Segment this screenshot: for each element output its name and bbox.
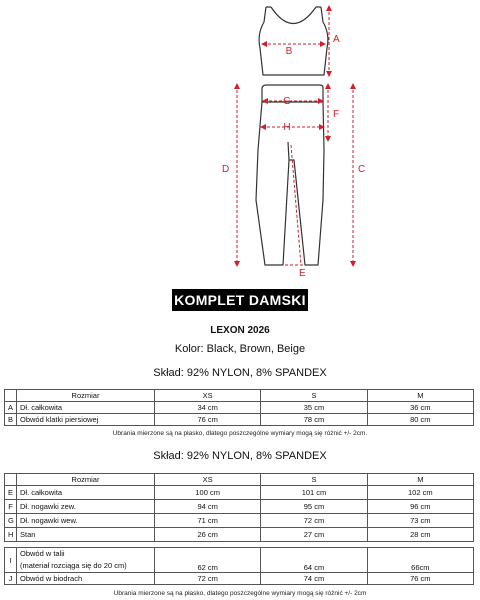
value-xs: 26 cm	[155, 528, 261, 542]
table-row	[5, 486, 474, 500]
dim-label-h: H	[283, 122, 291, 133]
value-m: 96 cm	[367, 500, 473, 514]
size-xs: XS	[155, 474, 261, 486]
value-s: 78 cm	[261, 414, 367, 426]
row-name: Dł. nogawki zew.	[17, 500, 155, 514]
value-m: 36 cm	[367, 402, 473, 414]
table-row	[5, 500, 474, 514]
table-row	[5, 573, 474, 585]
dim-label-a: A	[333, 34, 340, 45]
row-name: Dł. całkowita	[17, 486, 155, 500]
row-letter: A	[5, 402, 17, 414]
size-table-bottom	[4, 473, 474, 585]
dim-label-f: F	[333, 109, 340, 120]
value-m: 28 cm	[367, 528, 473, 542]
dim-label-d: D	[222, 164, 230, 175]
composition-top: Skład: 92% NYLON, 8% SPANDEX	[153, 367, 327, 379]
value-s: 95 cm	[261, 500, 367, 514]
size-header-label: Rozmiar	[17, 474, 155, 486]
value-s: 72 cm	[261, 514, 367, 528]
value-s: 27 cm	[261, 528, 367, 542]
size-xs: XS	[155, 390, 261, 402]
table-row	[5, 414, 474, 426]
dim-label-b: B	[285, 46, 293, 57]
value-xs: 94 cm	[155, 500, 261, 514]
leggings-outline	[256, 85, 324, 265]
value-s: 74 cm	[261, 573, 367, 585]
measure-lines	[237, 7, 353, 265]
row-letter: J	[5, 573, 17, 585]
row-letter: E	[5, 486, 17, 500]
row-letter: G	[5, 514, 17, 528]
dim-label-e: E	[299, 268, 306, 279]
measure-note-top: Ubrania mierzone są na płasko, dlatego poszczególne wymiary mogą się różnić +/- 2cm.	[112, 430, 368, 437]
row-name-line2: (materiał rozciąga się do 20 cm)	[20, 561, 127, 570]
value-s: 101 cm	[261, 486, 367, 500]
table-row	[5, 528, 474, 542]
value-xs: 62 cm	[155, 548, 261, 573]
value-xs: 76 cm	[155, 414, 261, 426]
size-m: M	[367, 474, 473, 486]
value-m: 102 cm	[367, 486, 473, 500]
table-row	[5, 514, 474, 528]
corner-cell	[5, 390, 17, 402]
size-header-label: Rozmiar	[17, 390, 155, 402]
table-row	[5, 402, 474, 414]
value-m: 73 cm	[367, 514, 473, 528]
table-header	[5, 390, 474, 402]
garment-sketch	[0, 0, 480, 280]
row-letter: F	[5, 500, 17, 514]
row-name: Obwód w biodrach	[17, 573, 155, 585]
row-name	[17, 548, 155, 573]
value-m: 80 cm	[367, 414, 473, 426]
row-name: Dł. całkowita	[17, 402, 155, 414]
product-title: KOMPLET DAMSKI	[172, 289, 308, 311]
size-s: S	[261, 474, 367, 486]
table-row	[5, 548, 474, 573]
value-xs: 100 cm	[155, 486, 261, 500]
value-s: 35 cm	[261, 402, 367, 414]
corner-cell	[5, 474, 17, 486]
value-xs: 72 cm	[155, 573, 261, 585]
row-letter: I	[5, 548, 17, 573]
colors-line: Kolor: Black, Brown, Beige	[174, 343, 306, 355]
table-header	[5, 474, 474, 486]
garment-diagram	[0, 0, 480, 280]
value-xs: 71 cm	[155, 514, 261, 528]
row-name-line1: Obwód w talii	[20, 549, 65, 558]
value-m: 76 cm	[367, 573, 473, 585]
dim-label-g: G	[283, 96, 291, 107]
composition-bottom: Skład: 92% NYLON, 8% SPANDEX	[153, 450, 327, 462]
size-s: S	[261, 390, 367, 402]
model-name: LEXON 2026	[210, 325, 270, 336]
row-name: Stan	[17, 528, 155, 542]
row-name: Dł. nogawki wew.	[17, 514, 155, 528]
row-letter: B	[5, 414, 17, 426]
dim-label-c: C	[358, 164, 366, 175]
tank-top-outline	[259, 7, 328, 75]
size-m: M	[367, 390, 473, 402]
value-s: 64 cm	[261, 548, 367, 573]
row-letter: H	[5, 528, 17, 542]
measure-note-bottom: Ubrania mierzone są na płasko, dlatego poszczególne wymiary mogą się różnić +/- 2cm	[113, 590, 367, 597]
row-name: Obwód klatki piersiowej	[17, 414, 155, 426]
value-m: 66cm	[367, 548, 473, 573]
value-xs: 34 cm	[155, 402, 261, 414]
size-table-top	[4, 389, 474, 426]
